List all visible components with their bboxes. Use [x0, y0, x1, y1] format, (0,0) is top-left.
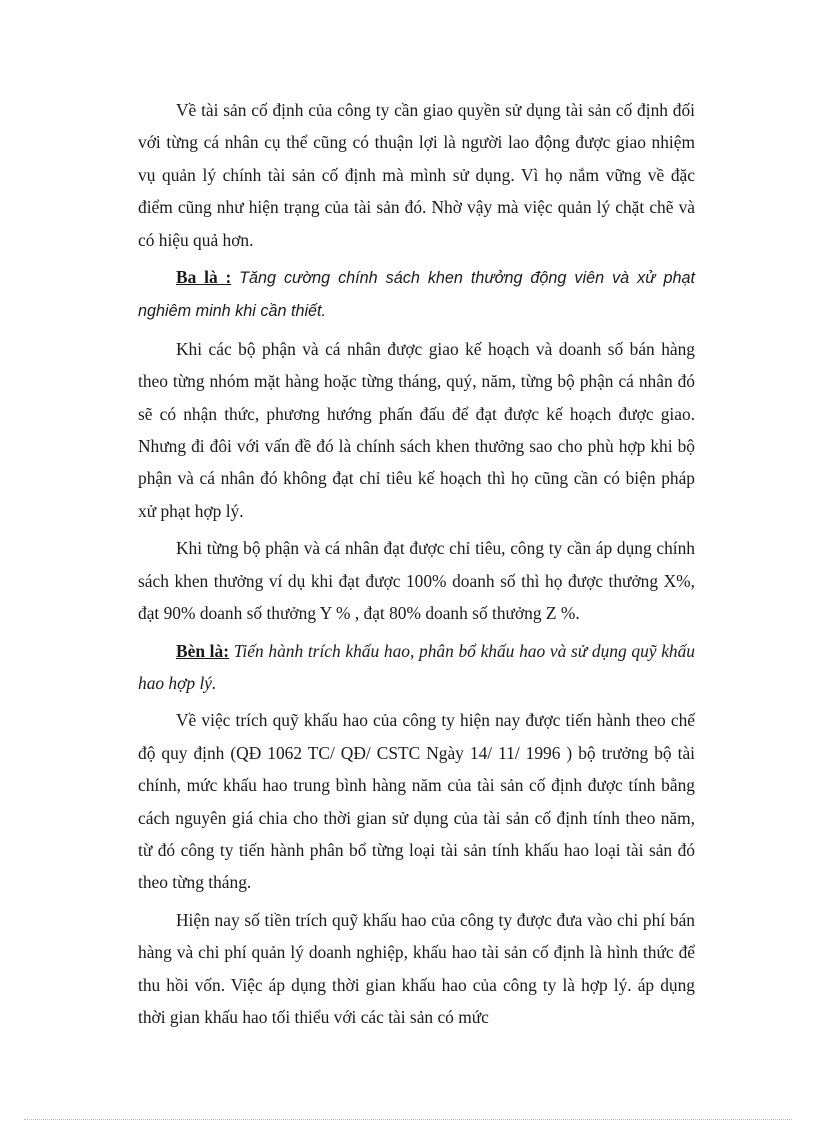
paragraph-depreciation-usage: Hiện nay số tiền trích quỹ khấu hao của công ty được đưa vào chi phí bán hàng và chi phí quản lý doanh nghiệp, khấu hao tài sản cố định là hình thức để thu hồi vốn. Việc áp dụng thời gian khấu hao của công ty là hợp lý. áp dụng thời gian khấu hao tối thiểu với các tài sản có mức: [138, 909, 695, 1027]
paragraph-sales-plan: Khi các bộ phận và cá nhân được giao kế hoạch và doanh số bán hàng theo từng nhóm mặt hàng hoặc từng tháng, quý, năm, từng bộ phận cá nhân đó sẽ có nhận thức, phương hướng phấn đấu để đạt được kế hoạch được giao. Nhưng đi đôi với vấn đề đó là chính sách khen thưởng sao cho phù hợp khi bộ phận và cá nhân đó không đạt chỉ tiêu kế hoạch thì họ cũng cần có biện pháp xử phạt hợp lý.: [138, 338, 695, 521]
section-title-depreciation: Tiến hành trích khấu hao, phân bổ khấu hao và sử dụng quỹ khấu hao hợp lý.: [138, 640, 695, 693]
paragraph-asset-rights: Về tài sản cố định của công ty cần giao quyền sử dụng tài sản cố định đối với từng cá nhân cụ thể cũng có thuận lợi là người lao động được giao nhiệm vụ quản lý chính tài sản cố định mà mình sử dụng. Vì họ nắm vững về đặc điểm cũng như hiện trạng của tài sản đó. Nhờ vậy mà việc quản lý chặt chẽ và có hiệu quả hơn.: [138, 100, 695, 250]
section-label-ba-la: Ba là :: [176, 267, 232, 288]
section-label-ben-la: Bèn là:: [176, 640, 230, 661]
section-heading-ba-la: [138, 261, 695, 328]
paragraph-depreciation-regulation: Về việc trích quỹ khấu hao của công ty hiện nay được tiến hành theo chế độ quy định (QĐ 1062 TC/ QĐ/ CSTC Ngày 14/ 11/ 1996 ) bộ trưởng bộ tài chính, mức khấu hao trung bình hàng năm của tài sản cố định được tính bằng cách nguyên giá chia cho thời gian sử dụng của tài sản cố định tính theo năm, từ đó công ty tiến hành phân bổ từng loại tài sản tính khấu hao loại tài sản đó theo từng tháng.: [138, 710, 695, 893]
section-title-incentive-policy: Tăng cường chính sách khen thưởng động viên và xử phạt nghiêm minh khi cần thiết.: [138, 269, 695, 321]
section-heading-ben-la: [138, 635, 695, 700]
paragraph-reward-example: Khi từng bộ phận và cá nhân đạt được chỉ tiêu, công ty cần áp dụng chính sách khen thưởng ví dụ khi đạt được 100% doanh số thì họ được thưởng X%, đạt 90% doanh số thưởng Y % , đạt 80% doanh số thưởng Z %.: [138, 538, 695, 624]
document-page: [138, 94, 695, 1038]
page-bottom-divider: [24, 1119, 792, 1120]
